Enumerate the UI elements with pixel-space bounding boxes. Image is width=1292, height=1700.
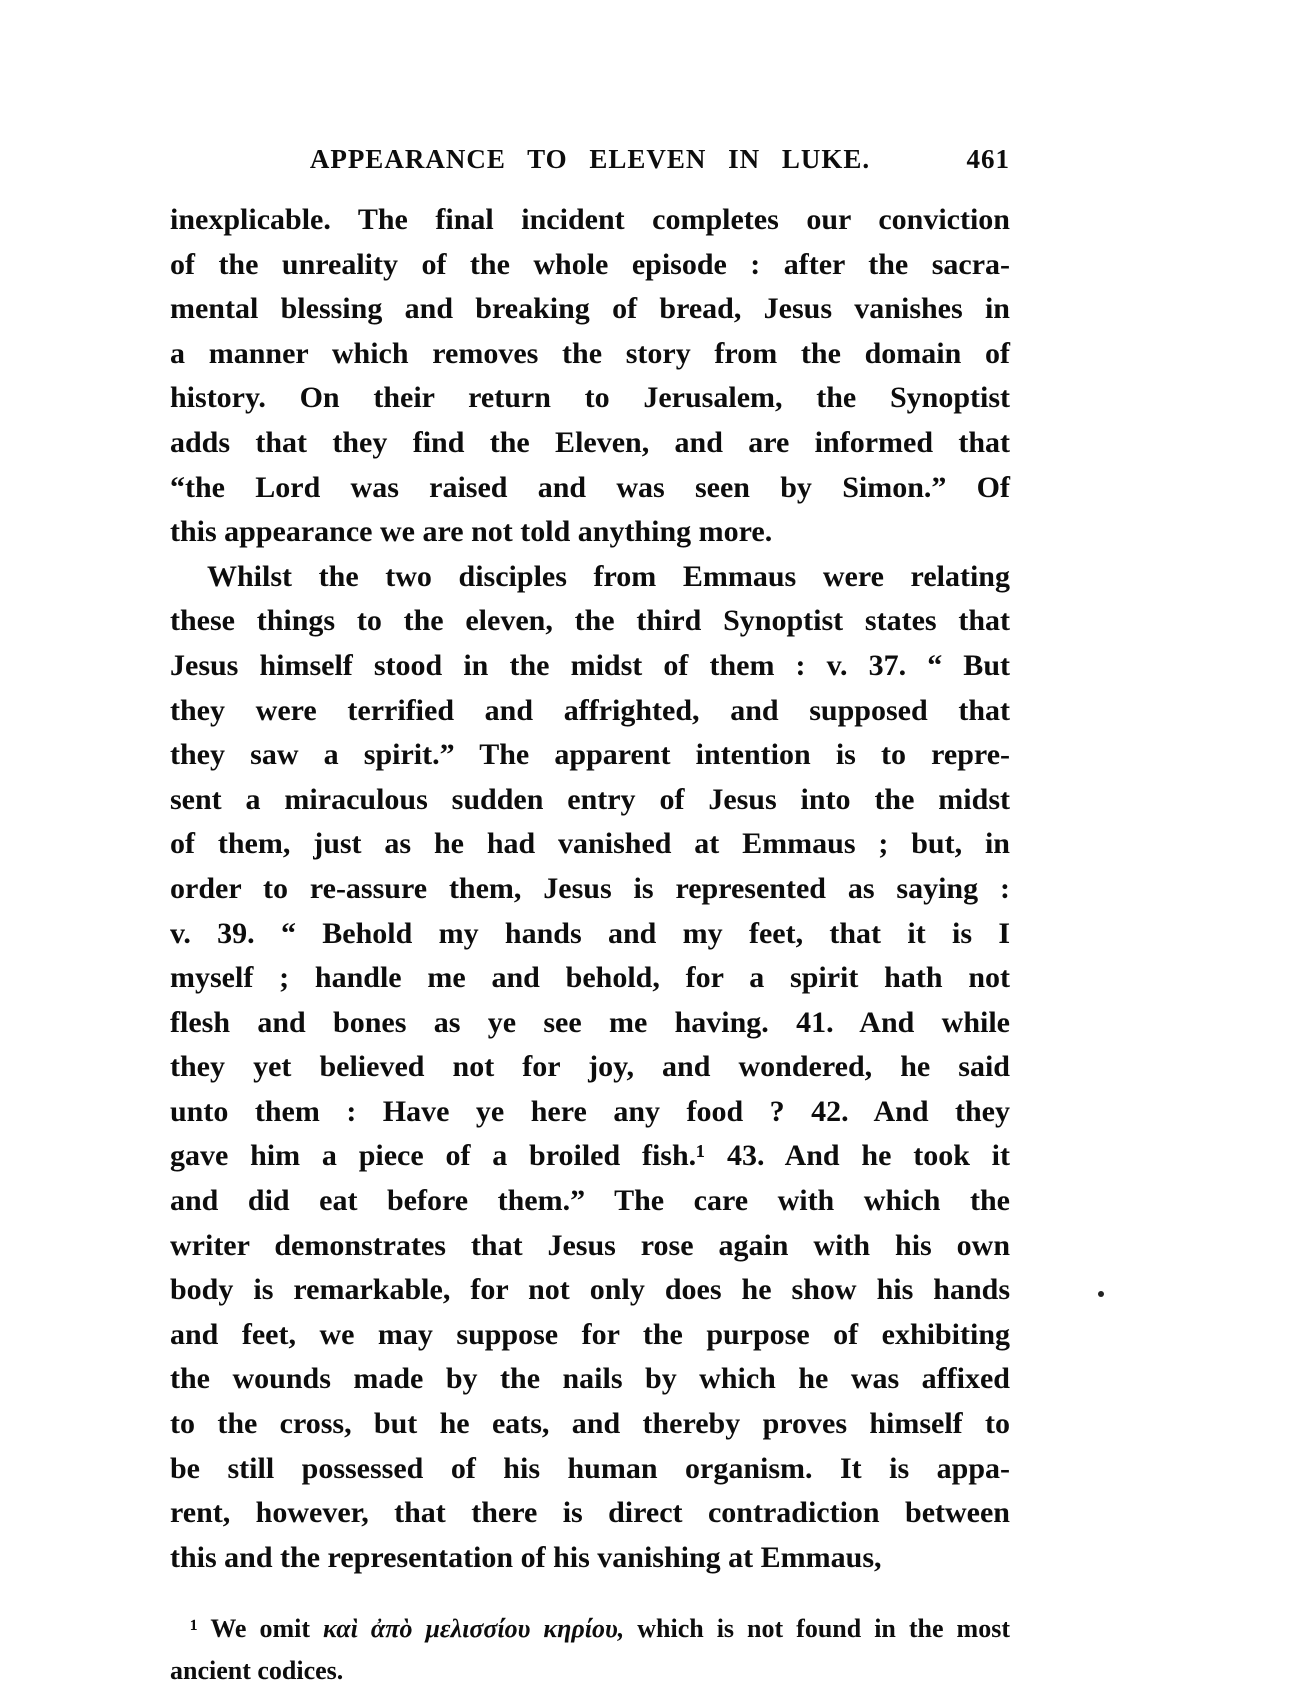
text-line: v. 39. “ Behold my hands and my feet, that it is I bbox=[170, 916, 1010, 950]
text-line: and feet, we may suppose for the purpose of exhibiting bbox=[170, 1317, 1010, 1351]
footnote bbox=[170, 1608, 1010, 1692]
page-title: APPEARANCE TO ELEVEN IN LUKE. bbox=[309, 144, 871, 174]
text-line: this appearance we are not told anything more. bbox=[170, 515, 773, 549]
text-line: sent a miraculous sudden entry of Jesus into the midst bbox=[170, 782, 1010, 816]
text-line: rent, however, that there is direct contradiction between bbox=[170, 1496, 1010, 1530]
greek-phrase: καὶ ἀπὸ μελισσίου κηρίου, bbox=[322, 1614, 625, 1643]
running-header bbox=[170, 144, 1010, 178]
text-line: a manner which removes the story from the domain of bbox=[170, 336, 1010, 370]
footnote-line bbox=[170, 1608, 1010, 1650]
body-text bbox=[170, 198, 1010, 1580]
text-line: writer demonstrates that Jesus rose again with his own bbox=[170, 1228, 1010, 1262]
text-line: Whilst the two disciples from Emmaus were relating bbox=[207, 559, 1010, 593]
text-line: this and the representation of his vanishing at Emmaus, bbox=[170, 1540, 882, 1574]
text-line: gave him a piece of a broiled fish.¹ 43. And he took it bbox=[170, 1139, 1010, 1173]
text-line: they were terrified and affrighted, and supposed that bbox=[170, 693, 1010, 727]
text-line: history. On their return to Jerusalem, the Synoptist bbox=[170, 381, 1010, 415]
text-line: the wounds made by the nails by which he was affixed bbox=[170, 1362, 1010, 1396]
text-line: mental blessing and breaking of bread, Jesus vanishes in bbox=[170, 292, 1010, 326]
text-line: “the Lord was raised and was seen by Simon.” Of bbox=[170, 470, 1010, 504]
text-line: order to re-assure them, Jesus is represented as saying : bbox=[170, 871, 1010, 905]
footnote-marker-text: ¹ We omit bbox=[190, 1614, 323, 1643]
ink-speck bbox=[1098, 1291, 1104, 1297]
text-line: be still possessed of his human organism. It is appa- bbox=[170, 1451, 1010, 1485]
page-number: 461 bbox=[966, 144, 1010, 174]
text-line: to the cross, but he eats, and thereby proves himself to bbox=[170, 1407, 1010, 1441]
text-line: inexplicable. The final incident completes our conviction bbox=[170, 203, 1010, 236]
text-line: unto them : Have ye here any food ? 42. And they bbox=[170, 1094, 1010, 1128]
text-line: of them, just as he had vanished at Emmaus ; but, in bbox=[170, 827, 1010, 861]
text-line: they yet believed not for joy, and wondered, he said bbox=[170, 1050, 1010, 1084]
text-line: body is remarkable, for not only does he show his hands bbox=[170, 1273, 1010, 1307]
text-line: and did eat before them.” The care with which the bbox=[170, 1184, 1010, 1218]
text-line: of the unreality of the whole episode : after the sacra- bbox=[170, 247, 1010, 281]
text-line: these things to the eleven, the third Synoptist states that bbox=[170, 604, 1010, 638]
text-line: Jesus himself stood in the midst of them : v. 37. “ But bbox=[170, 648, 1010, 682]
text-line: flesh and bones as ye see me having. 41. And while bbox=[170, 1005, 1010, 1039]
footnote-line: ancient codices. bbox=[170, 1656, 344, 1685]
text-line: adds that they find the Eleven, and are informed that bbox=[170, 425, 1010, 459]
text-line: myself ; handle me and behold, for a spirit hath not bbox=[170, 961, 1010, 995]
text-line: they saw a spirit.” The apparent intention is to repre- bbox=[170, 738, 1010, 772]
footnote-text: which is not found in the most bbox=[624, 1614, 1010, 1643]
